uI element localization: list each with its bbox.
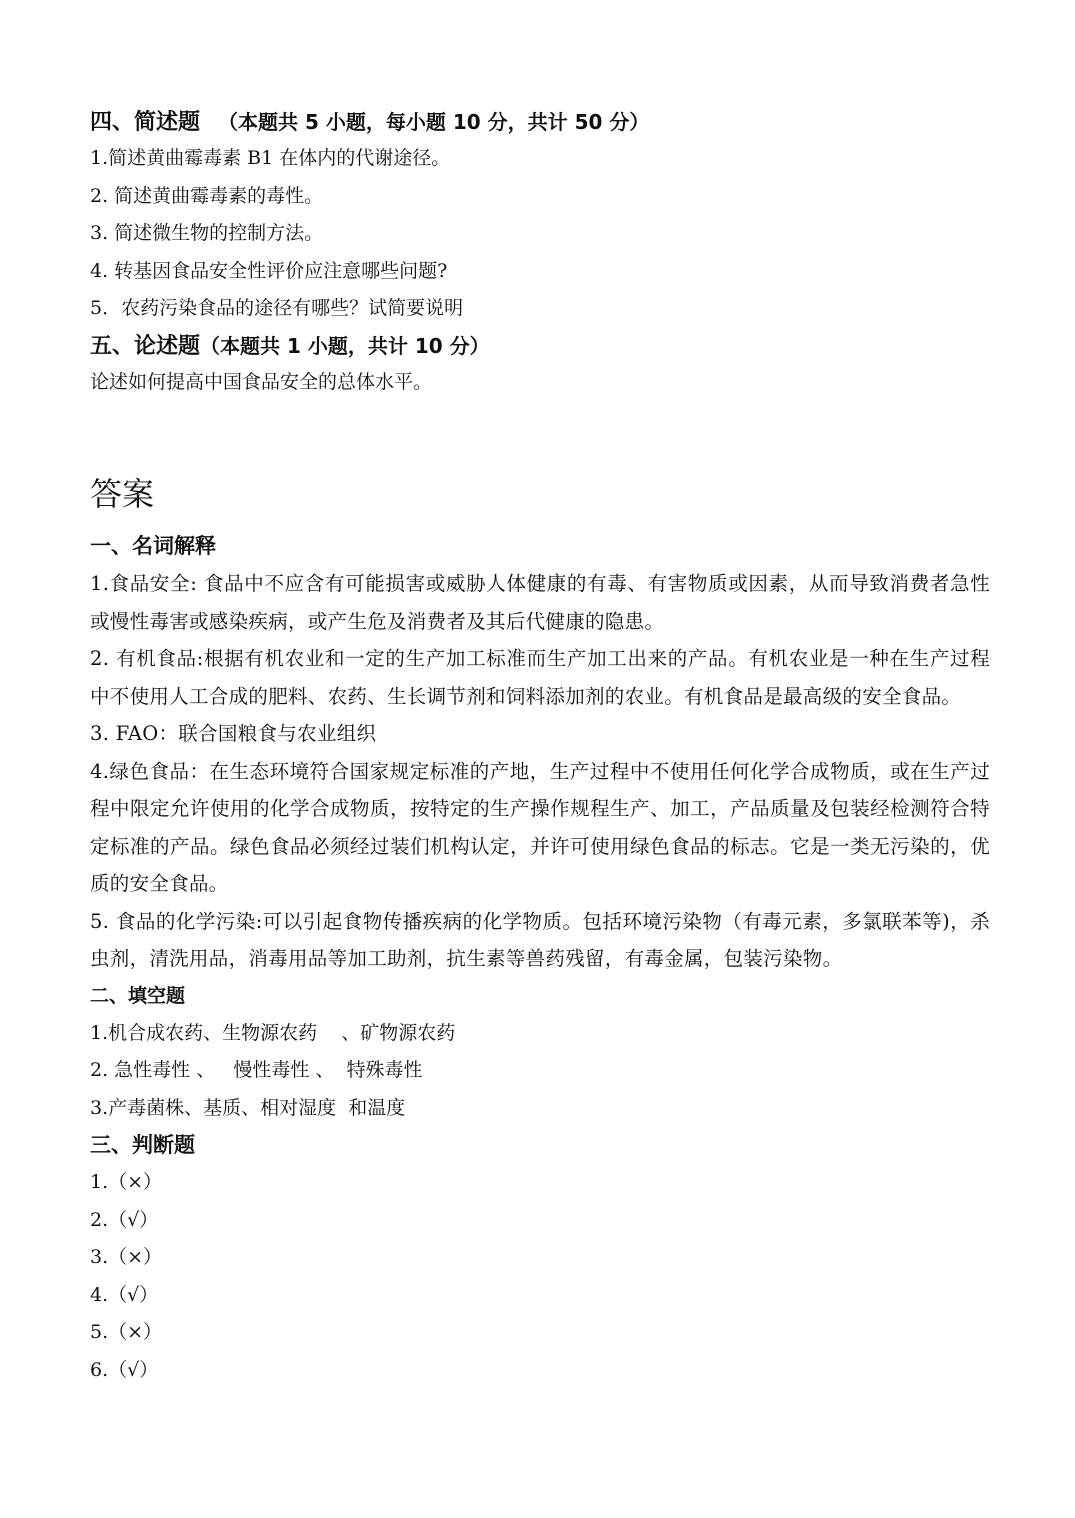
section4-heading <box>90 104 990 140</box>
answer-definition: 5. 食品的化学污染:可以引起食物传播疾病的化学物质。包括环境污染物（有毒元素，多氯联苯等)，杀虫剂，清洗用品，消毒用品等加工助剂，抗生素等兽药残留，有毒金属，包装污染物。 <box>90 909 990 970</box>
document-page <box>90 104 990 1389</box>
answer-true-false: 4.（√） <box>90 1283 159 1306</box>
answer-true-false: 6.（√） <box>90 1358 159 1381</box>
spacer <box>90 401 990 472</box>
section4-item: 3. 简述微生物的控制方法。 <box>90 222 324 244</box>
section4-item: 4. 转基因食品安全性评价应注意哪些问题? <box>90 259 448 282</box>
section5-item: 论述如何提高中国食品安全的总体水平。 <box>90 370 433 393</box>
spacer <box>90 516 990 528</box>
answers-title: 答案 <box>90 475 155 513</box>
answer-true-false: 5.（×） <box>90 1321 163 1343</box>
answer-true-false: 1.（×） <box>90 1171 163 1193</box>
answers-part2-heading: 二、填空题 <box>90 984 186 1007</box>
answer-fill-blank: 1.机合成农药、生物源农药 、矿物源农药 <box>90 1021 456 1044</box>
section4-title: 四、简述题 <box>90 110 201 135</box>
answer-definition: 1.食品安全: 食品中不应含有可能损害或威胁人体健康的有毒、有害物质或因素，从而导致消费者急性或慢性毒害或感染疾病，或产生危及消费者及其后代健康的隐患。 <box>90 572 990 633</box>
section4-item: 1.简述黄曲霉毒素 B1 在体内的代谢途径。 <box>90 147 451 169</box>
answers-part3-heading: 三、判断题 <box>90 1133 195 1157</box>
section5-note: （本题共 1 小题，共计 10 分） <box>200 333 490 358</box>
section4-item: 2. 简述黄曲霉毒素的毒性。 <box>90 184 324 207</box>
answer-true-false: 3.（×） <box>90 1246 163 1268</box>
answer-definition: 3. FAO：联合国粮食与农业组织 <box>90 722 377 745</box>
answer-true-false: 2.（√） <box>90 1208 159 1231</box>
answer-fill-blank: 2. 急性毒性 、 慢性毒性 、 特殊毒性 <box>90 1059 423 1081</box>
section4-item: 5．农药污染食品的途径有哪些？试简要说明 <box>90 297 464 319</box>
answer-definition: 2. 有机食品:根据有机农业和一定的生产加工标准而生产加工出来的产品。有机农业是一种在生产过程中不使用人工合成的肥料、农药、生长调节剂和饲料添加剂的农业。有机食品是最高级的安全食品。 <box>90 647 990 708</box>
section5-title: 五、论述题 <box>90 333 201 359</box>
answers-part1-heading: 一、名词解释 <box>90 534 216 558</box>
answer-fill-blank: 3.产毒菌株、基质、相对湿度 和温度 <box>90 1096 406 1119</box>
answer-definition: 4.绿色食品：在生态环境符合国家规定标准的产地，生产过程中不使用任何化学合成物质，或在生产过程中限定允许使用的化学合成物质，按特定的生产操作规程生产、加工，产品质量及包装经检测符合特定标准的产品。绿色食品必须经过装们机构认定，并许可使用绿色食品的标志。它是一类无污染的，优质的安全食品。 <box>90 759 990 895</box>
section4-note: （本题共 5 小题，每小题 10 分，共计 50 分） <box>218 110 650 134</box>
section5-heading <box>90 328 990 364</box>
